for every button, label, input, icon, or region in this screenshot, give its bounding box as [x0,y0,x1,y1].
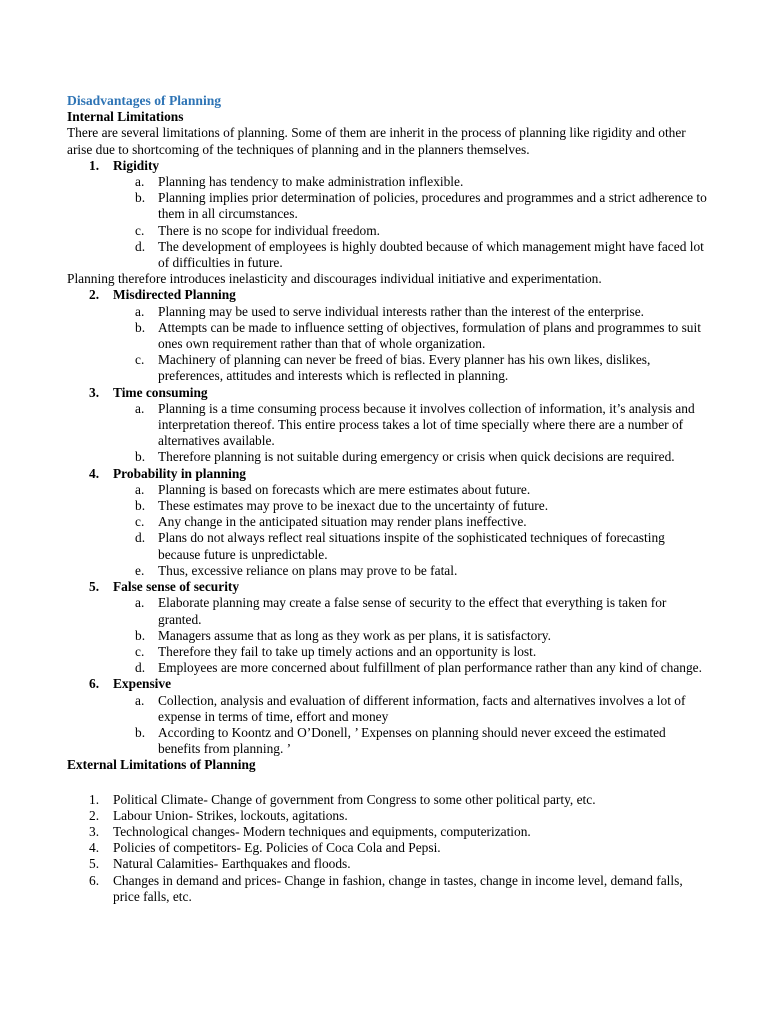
item-text: Planning implies prior determination of policies, procedures and programmes and a strict adherence to them in all circumstances. [158,190,707,222]
list-item [67,498,707,514]
list-item [67,660,707,676]
item-text: Employees are more concerned about fulfillment of plan performance rather than any kind of change. [158,660,702,676]
list-item [67,190,707,222]
list-item [67,644,707,660]
item-text: Managers assume that as long as they work as per plans, it is satisfactory. [158,627,551,643]
item-letter: b. [135,627,146,643]
item-letter: a. [135,595,145,611]
list-item [67,530,707,562]
item-letter: b. [135,498,146,514]
internal-limitations-heading: Internal Limitations [67,109,184,125]
section-number: 3. [89,384,100,400]
item-text: The development of employees is highly doubted because of which management might have faced lot of difficulties in future. [158,238,704,271]
intro-paragraph: There are several limitations of planning. Some of them are inherit in the process of planning like rigidity and other arise due to shortcoming of the techniques of planning and in the planners themselves. [67,125,686,157]
item-text: Machinery of planning can never be freed of bias. Every planner has his own likes, dislikes, preferences, attitudes and interests which is reflected in planning. [158,352,651,384]
item-letter: e. [135,562,145,578]
item-text: Labour Union- Strikes, lockouts, agitations. [113,807,348,823]
document-title: Disadvantages of Planning [67,93,222,108]
item-text: Planning may be used to serve individual interests rather than the interest of the enterprise. [158,303,645,319]
list-item [67,223,707,239]
section-title: Time consuming [113,384,208,400]
item-text: Planning has tendency to make administration inflexible. [158,174,464,190]
item-text: Plans do not always reflect real situations inspite of the sophisticated techniques of forecasting because future is unpredictable. [158,530,665,562]
list-item [67,514,707,530]
section-false-sense-of-security [67,579,707,595]
list-item [67,693,707,725]
external-list-item [67,808,707,824]
item-text: Political Climate- Change of government from Congress to some other political party, etc. [113,791,596,807]
section-title: Probability in planning [113,465,246,481]
item-letter: c. [135,643,145,659]
item-text: According to Koontz and O’Donell, ’ Expenses on planning should never exceed the estimated benefits from planning. ’ [158,724,666,757]
external-list-item [67,792,707,808]
item-text: Natural Calamities- Earthquakes and floods. [113,856,351,872]
item-letter: a. [135,400,145,416]
list-item [67,725,707,757]
list-item [67,352,707,384]
item-letter: d. [135,530,146,546]
item-text: Therefore planning is not suitable during emergency or crisis when quick decisions are required. [158,449,675,465]
section-misdirected-planning [67,287,707,303]
item-text: Planning is a time consuming process because it involves collection of information, it’s analysis and interpretation thereof. This entire process takes a lot of time specially where there are a number of alternatives available. [158,400,695,449]
section-expensive [67,676,707,692]
item-letter: c. [135,352,145,368]
section-title: Expensive [113,676,172,692]
item-text: Technological changes- Modern techniques and equipments, computerization. [113,823,531,839]
item-text: Any change in the anticipated situation may render plans ineffective. [158,514,527,530]
item-letter: a. [135,692,145,708]
list-item [67,595,707,627]
item-letter: b. [135,190,146,206]
section-time-consuming [67,385,707,401]
list-item [67,482,707,498]
external-list-item [67,824,707,840]
item-text: These estimates may prove to be inexact due to the uncertainty of future. [158,498,549,514]
item-letter: c. [135,222,145,238]
section-title: False sense of security [113,579,240,595]
item-letter: c. [135,514,145,530]
section-number: 1. [89,157,100,173]
list-item [67,320,707,352]
item-letter: a. [135,303,145,319]
external-list-item [67,873,707,905]
list-item [67,563,707,579]
item-letter: a. [135,174,145,190]
list-item [67,401,707,450]
item-letter: d. [135,238,146,254]
item-text: Changes in demand and prices- Change in fashion, change in tastes, change in income level, demand falls, price falls, etc. [113,872,683,904]
section-rigidity [67,158,707,174]
list-item [67,239,707,271]
section-title: Rigidity [113,157,160,173]
item-number: 1. [89,791,100,807]
spacer [67,774,707,792]
section-number: 6. [89,676,100,692]
item-letter: b. [135,319,146,335]
section-title: Misdirected Planning [113,287,236,303]
item-letter: b. [135,724,146,740]
section-number: 2. [89,287,100,303]
item-text: Therefore they fail to take up timely actions and an opportunity is lost. [158,643,537,659]
section-number: 5. [89,579,100,595]
item-number: 6. [89,872,100,888]
section-number: 4. [89,465,100,481]
item-text: Planning is based on forecasts which are mere estimates about future. [158,481,531,497]
list-item [67,174,707,190]
item-number: 2. [89,807,100,823]
rigidity-conclusion: Planning therefore introduces inelasticity and discourages individual initiative and experimentation. [67,271,602,287]
item-letter: d. [135,660,146,676]
item-text: Collection, analysis and evaluation of different information, facts and alternatives involves a lot of expense in terms of time, effort and money [158,692,686,724]
external-list-item [67,856,707,872]
section-probability-in-planning [67,466,707,482]
document-page [67,93,707,905]
list-item [67,628,707,644]
item-text: Policies of competitors- Eg. Policies of Coca Cola and Pepsi. [113,840,441,856]
external-limitations-heading: External Limitations of Planning [67,757,256,773]
item-letter: a. [135,481,145,497]
item-number: 4. [89,840,100,856]
list-item [67,304,707,320]
item-number: 3. [89,823,100,839]
external-list-item [67,840,707,856]
item-number: 5. [89,856,100,872]
item-text: Thus, excessive reliance on plans may prove to be fatal. [158,562,458,578]
item-text: There is no scope for individual freedom. [158,222,380,238]
item-text: Elaborate planning may create a false sense of security to the effect that everything is taken for granted. [158,595,667,627]
list-item [67,449,707,465]
item-text: Attempts can be made to influence setting of objectives, formulation of plans and programmes to suit ones own requirement rather than that of whole organization. [158,319,701,352]
item-letter: b. [135,449,146,465]
